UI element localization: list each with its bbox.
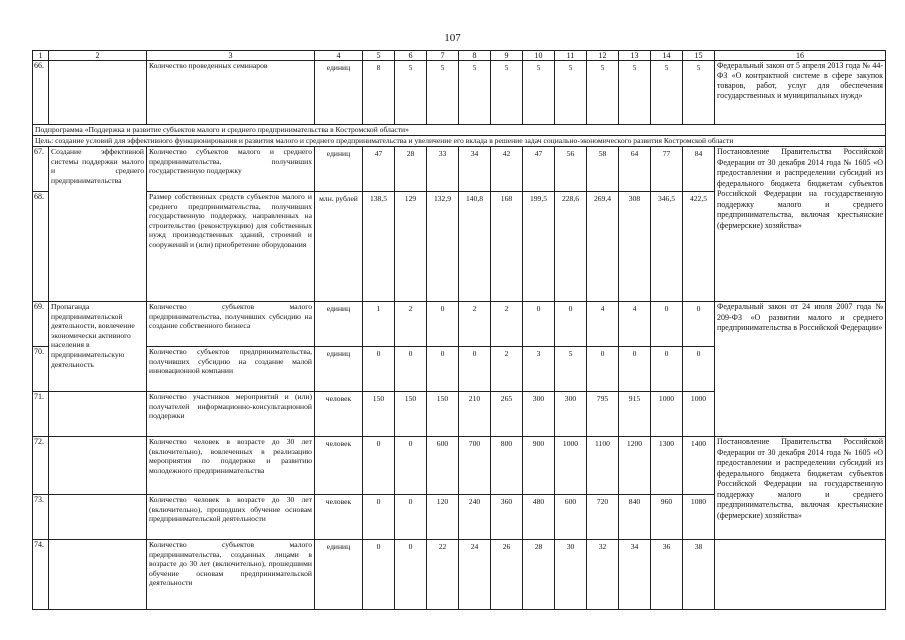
value-cell: 120 [427, 495, 459, 540]
value-cell: 150 [427, 392, 459, 437]
value-cell: 4 [587, 302, 619, 347]
value-cell: 0 [363, 540, 395, 610]
column-number: 13 [619, 51, 651, 61]
indicators-table [32, 50, 886, 610]
table-row [33, 437, 886, 495]
value-cell: 8 [363, 61, 395, 125]
value-cell: 0 [683, 302, 715, 347]
value-cell: 30 [555, 540, 587, 610]
column-number: 12 [587, 51, 619, 61]
indicator-name: Количество субъектов предпринимательства, получивших субсидию на создание малой инновационной компании [147, 347, 315, 392]
value-cell: 22 [427, 540, 459, 610]
value-cell: 308 [619, 192, 651, 302]
value-cell: 0 [395, 540, 427, 610]
row-number: 70. [33, 347, 49, 392]
value-cell: 26 [491, 540, 523, 610]
indicator-name: Количество субъектов малого предпринимательства, созданных лицами в возрасте до 30 лет (включительно), прошедшими обучение основам предпринимательской деятельности [147, 540, 315, 610]
value-cell: 5 [555, 347, 587, 392]
value-cell: 240 [459, 495, 491, 540]
value-cell: 422,5 [683, 192, 715, 302]
subprogram-title: Подпрограмма «Поддержка и развитие субъектов малого и среднего предпринимательства в Костромской области» [33, 125, 886, 136]
indicator-name: Количество участников мероприятий и (или) получателей информационно-консультационной поддержки [147, 392, 315, 437]
column-number: 8 [459, 51, 491, 61]
value-cell: 1 [363, 302, 395, 347]
unit-cell: единиц [315, 540, 363, 610]
task-cell [49, 61, 147, 125]
indicator-name: Количество проведенных семинаров [147, 61, 315, 125]
value-cell: 58 [587, 147, 619, 192]
value-cell: 5 [619, 61, 651, 125]
unit-cell: единиц [315, 302, 363, 347]
value-cell: 300 [555, 392, 587, 437]
value-cell: 600 [555, 495, 587, 540]
value-cell: 795 [587, 392, 619, 437]
indicator-name: Количество субъектов малого предпринимательства, получивших субсидию на создание собственного бизнеса [147, 302, 315, 347]
table-row [33, 147, 886, 192]
value-cell: 2 [491, 302, 523, 347]
value-cell: 0 [363, 437, 395, 495]
value-cell: 140,8 [459, 192, 491, 302]
value-cell: 77 [651, 147, 683, 192]
indicator-name: Количество человек в возрасте до 30 лет (включительно), прошедших обучение основам предпринимательской деятельности [147, 495, 315, 540]
value-cell: 269,4 [587, 192, 619, 302]
row-number: 66. [33, 61, 49, 125]
task-cell: Создание эффективной системы поддержки малого и среднего предпринимательства [49, 147, 147, 302]
column-number: 10 [523, 51, 555, 61]
column-number: 16 [715, 51, 886, 61]
value-cell: 150 [363, 392, 395, 437]
column-number: 11 [555, 51, 587, 61]
value-cell: 132,9 [427, 192, 459, 302]
value-cell: 2 [395, 302, 427, 347]
row-number: 73. [33, 495, 49, 540]
task-cell [49, 540, 147, 610]
value-cell: 5 [555, 61, 587, 125]
unit-cell: единиц [315, 147, 363, 192]
column-number: 2 [49, 51, 147, 61]
value-cell: 5 [683, 61, 715, 125]
column-number: 1 [33, 51, 49, 61]
table-row [33, 61, 886, 125]
column-number: 15 [683, 51, 715, 61]
subprogram-row [33, 125, 886, 136]
legal-basis [715, 540, 886, 610]
value-cell: 300 [523, 392, 555, 437]
value-cell: 0 [427, 347, 459, 392]
row-number: 71. [33, 392, 49, 437]
task-cell [49, 437, 147, 495]
value-cell: 900 [523, 437, 555, 495]
value-cell: 56 [555, 147, 587, 192]
value-cell: 700 [459, 437, 491, 495]
column-number: 9 [491, 51, 523, 61]
legal-basis: Федеральный закон от 24 июля 2007 года № 209-ФЗ «О развитии малого и среднего предпринимательства в Российской Федерации» [715, 302, 886, 437]
value-cell: 84 [683, 147, 715, 192]
value-cell: 600 [427, 437, 459, 495]
page-number: 107 [444, 32, 461, 44]
column-number: 3 [147, 51, 315, 61]
value-cell: 0 [587, 347, 619, 392]
value-cell: 3 [523, 347, 555, 392]
column-number-header [33, 51, 886, 61]
value-cell: 5 [491, 61, 523, 125]
value-cell: 720 [587, 495, 619, 540]
row-number: 72. [33, 437, 49, 495]
legal-basis: Постановление Правительства Российской Федерации от 30 декабря 2014 года № 1605 «О предоставлении и распределении субсидий из федерального бюджета бюджетам субъектов Российской Федерации на государственную поддержку малого и среднего предпринимательства, включая крестьянские (фермерские) хозяйства» [715, 437, 886, 540]
value-cell: 5 [395, 61, 427, 125]
value-cell: 47 [523, 147, 555, 192]
task-cell: Пропаганда предпринимательской деятельности, вовлечение экономически активного населения в предпринимательскую деятельность [49, 302, 147, 392]
indicator-name: Количество человек в возрасте до 30 лет (включительно), вовлеченных в реализацию мероприятия по поддержке и развитию молодежного предпринимательства [147, 437, 315, 495]
unit-cell: человек [315, 437, 363, 495]
value-cell: 199,5 [523, 192, 555, 302]
value-cell: 1400 [683, 437, 715, 495]
value-cell: 0 [395, 347, 427, 392]
value-cell: 0 [427, 302, 459, 347]
value-cell: 34 [459, 147, 491, 192]
value-cell: 0 [459, 347, 491, 392]
value-cell: 4 [619, 302, 651, 347]
value-cell: 0 [619, 347, 651, 392]
table-row [33, 540, 886, 610]
value-cell: 0 [683, 347, 715, 392]
value-cell: 129 [395, 192, 427, 302]
value-cell: 47 [363, 147, 395, 192]
legal-basis: Федеральный закон от 5 апреля 2013 года № 44-ФЗ «О контрактной системе в сфере закупок товаров, работ, услуг для обеспечения государственных и муниципальных нужд» [715, 61, 886, 125]
task-cell [49, 392, 147, 437]
legal-basis: Постановление Правительства Российской Федерации от 30 декабря 2014 года № 1605 «О предоставлении и распределении субсидий из федерального бюджета бюджетам субъектов Российской Федерации на государственную поддержку малого и среднего предпринимательства, включая крестьянские (фермерские) хозяйства» [715, 147, 886, 302]
value-cell: 0 [395, 495, 427, 540]
value-cell: 0 [363, 347, 395, 392]
value-cell: 1000 [683, 392, 715, 437]
value-cell: 0 [651, 302, 683, 347]
value-cell: 1200 [619, 437, 651, 495]
value-cell: 360 [491, 495, 523, 540]
value-cell: 0 [651, 347, 683, 392]
value-cell: 2 [491, 347, 523, 392]
row-number: 68. [33, 192, 49, 302]
value-cell: 210 [459, 392, 491, 437]
value-cell: 1000 [651, 392, 683, 437]
value-cell: 24 [459, 540, 491, 610]
indicator-name: Размер собственных средств субъектов малого и среднего предпринимательства, получивших государственную поддержку, направленных на строительство (реконструкцию) для собственных нужд производственных зданий, строений и сооружений и (или) приобретение оборудования [147, 192, 315, 302]
value-cell: 5 [459, 61, 491, 125]
value-cell: 150 [395, 392, 427, 437]
value-cell: 28 [523, 540, 555, 610]
value-cell: 0 [555, 302, 587, 347]
value-cell: 138,5 [363, 192, 395, 302]
value-cell: 0 [363, 495, 395, 540]
goal-row [33, 136, 886, 147]
value-cell: 5 [651, 61, 683, 125]
value-cell: 915 [619, 392, 651, 437]
column-number: 5 [363, 51, 395, 61]
value-cell: 0 [523, 302, 555, 347]
unit-cell: единиц [315, 347, 363, 392]
value-cell: 36 [651, 540, 683, 610]
unit-cell: единиц [315, 61, 363, 125]
value-cell: 800 [491, 437, 523, 495]
value-cell: 265 [491, 392, 523, 437]
value-cell: 346,5 [651, 192, 683, 302]
unit-cell: человек [315, 392, 363, 437]
value-cell: 34 [619, 540, 651, 610]
unit-cell: млн. рублей [315, 192, 363, 302]
column-number: 7 [427, 51, 459, 61]
value-cell: 5 [587, 61, 619, 125]
task-cell [49, 495, 147, 540]
value-cell: 42 [491, 147, 523, 192]
column-number: 6 [395, 51, 427, 61]
value-cell: 1300 [651, 437, 683, 495]
column-number: 14 [651, 51, 683, 61]
value-cell: 960 [651, 495, 683, 540]
goal-title: Цель: создание условий для эффективного функционирования и развития малого и среднего предпринимательства и увеличение его вклада в решение задач социально-экономического развития Костромской области [33, 136, 886, 147]
value-cell: 168 [491, 192, 523, 302]
value-cell: 28 [395, 147, 427, 192]
indicator-name: Количество субъектов малого и среднего предпринимательства, получивших государственную поддержку [147, 147, 315, 192]
unit-cell: человек [315, 495, 363, 540]
value-cell: 0 [395, 437, 427, 495]
row-number: 69. [33, 302, 49, 347]
row-number: 67. [33, 147, 49, 192]
value-cell: 840 [619, 495, 651, 540]
value-cell: 480 [523, 495, 555, 540]
value-cell: 33 [427, 147, 459, 192]
value-cell: 1080 [683, 495, 715, 540]
row-number: 74. [33, 540, 49, 610]
value-cell: 1100 [587, 437, 619, 495]
value-cell: 38 [683, 540, 715, 610]
value-cell: 64 [619, 147, 651, 192]
value-cell: 228,6 [555, 192, 587, 302]
column-number: 4 [315, 51, 363, 61]
value-cell: 32 [587, 540, 619, 610]
value-cell: 5 [523, 61, 555, 125]
value-cell: 5 [427, 61, 459, 125]
value-cell: 1000 [555, 437, 587, 495]
value-cell: 2 [459, 302, 491, 347]
table-row [33, 302, 886, 347]
